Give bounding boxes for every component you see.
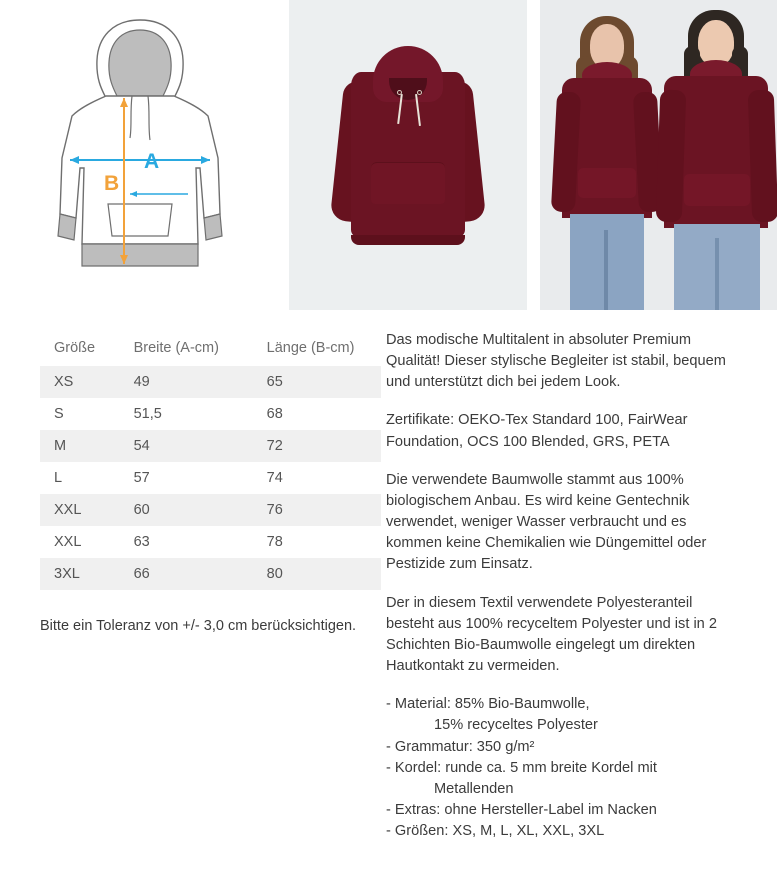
- model-photo-cell: [540, 0, 777, 310]
- cell-width: 57: [134, 462, 267, 494]
- hoodie-product-photo: [337, 30, 479, 245]
- cell-size: XXL: [40, 494, 134, 526]
- product-photo-cell: [289, 0, 527, 310]
- hoodie-model-photo: [540, 0, 777, 310]
- table-row: [40, 430, 381, 462]
- label-a: A: [144, 150, 160, 173]
- table-row: [40, 526, 381, 558]
- spec-item: 15% recyceltes Polyester: [434, 717, 598, 734]
- label-b: B: [104, 172, 120, 195]
- content-row: [0, 310, 777, 842]
- model-female-pocket: [578, 168, 636, 198]
- model-male-jeans-seam: [715, 238, 719, 310]
- cell-size: S: [40, 398, 134, 430]
- cell-size: XXL: [40, 526, 134, 558]
- cell-width: 51,5: [134, 398, 267, 430]
- spec-item: - Extras: ohne Hersteller-Label im Nacken: [386, 801, 657, 818]
- cell-length: 65: [267, 366, 381, 398]
- technical-drawing-cell: [0, 0, 276, 310]
- cell-width: 66: [134, 558, 267, 590]
- tolerance-note: Bitte ein Toleranz von +/- 3,0 cm berücksichtigen.: [40, 618, 357, 634]
- image-row: [0, 0, 777, 310]
- table-row: [40, 398, 381, 430]
- hoodie-kangaroo-pocket: [371, 162, 445, 204]
- spec-item: - Material: 85% Bio-Baumwolle,: [386, 696, 590, 713]
- size-table-header-size: Größe: [40, 330, 134, 366]
- technical-hoodie-drawing: [40, 8, 240, 298]
- size-table-header-length: Länge (B-cm): [267, 330, 381, 366]
- table-row: [40, 558, 381, 590]
- model-male-sleeve-right: [748, 90, 777, 223]
- cell-length: 76: [267, 494, 381, 526]
- spec-item: - Grammatur: 350 g/m²: [386, 738, 535, 755]
- cell-width: 60: [134, 494, 267, 526]
- cell-width: 63: [134, 526, 267, 558]
- model-female-jeans-seam: [604, 230, 608, 310]
- hoodie-hem: [351, 235, 465, 245]
- description-paragraph-2: Zertifikate: OEKO-Tex Standard 100, FairWear Foundation, OCS 100 Blended, GRS, PETA: [386, 412, 688, 450]
- size-table-header-width: Breite (A-cm): [134, 330, 267, 366]
- size-table: [40, 330, 381, 590]
- cell-length: 74: [267, 462, 381, 494]
- description-paragraph-3: Die verwendete Baumwolle stammt aus 100% biologischem Anbau. Es wird keine Gentechnik verwendet, weniger Wasser verbraucht und es kommen keine Chemikalien wie Düngemittel oder Pestizide zum Einsatz.: [386, 471, 707, 573]
- size-column: [0, 330, 386, 842]
- spec-list: [386, 694, 777, 842]
- hoodie-eyelet-right: [417, 90, 422, 95]
- model-female: [552, 0, 660, 310]
- cell-length: 78: [267, 526, 381, 558]
- spec-item: Metallenden: [434, 780, 514, 797]
- model-male-pocket: [684, 174, 750, 206]
- cell-size: M: [40, 430, 134, 462]
- description-paragraph-4: Der in diesem Textil verwendete Polyesteranteil besteht aus 100% recyceltem Polyester und ist in 2 Schichten Bio-Baumwolle eingelegt um direkten Hautkontakt zu vermeiden.: [386, 594, 717, 675]
- table-row: [40, 462, 381, 494]
- description-column: [386, 330, 777, 842]
- cell-width: 49: [134, 366, 267, 398]
- cell-size: 3XL: [40, 558, 134, 590]
- cell-size: L: [40, 462, 134, 494]
- table-row: [40, 366, 381, 398]
- cell-length: 72: [267, 430, 381, 462]
- table-row: [40, 494, 381, 526]
- size-table-header-row: [40, 330, 381, 366]
- cell-length: 68: [267, 398, 381, 430]
- cell-size: XS: [40, 366, 134, 398]
- description-paragraph-1: Das modische Multitalent in absoluter Premium Qualität! Dieser stylische Begleiter ist stabil, bequem und unterstützt dich bei jedem Look.: [386, 332, 726, 391]
- spec-item: - Größen: XS, M, L, XL, XXL, 3XL: [386, 823, 605, 840]
- cell-length: 80: [267, 558, 381, 590]
- model-male: [658, 0, 777, 310]
- spec-item: - Kordel: runde ca. 5 mm breite Kordel mit: [386, 759, 657, 776]
- cell-width: 54: [134, 430, 267, 462]
- model-male-sleeve-left: [656, 90, 687, 223]
